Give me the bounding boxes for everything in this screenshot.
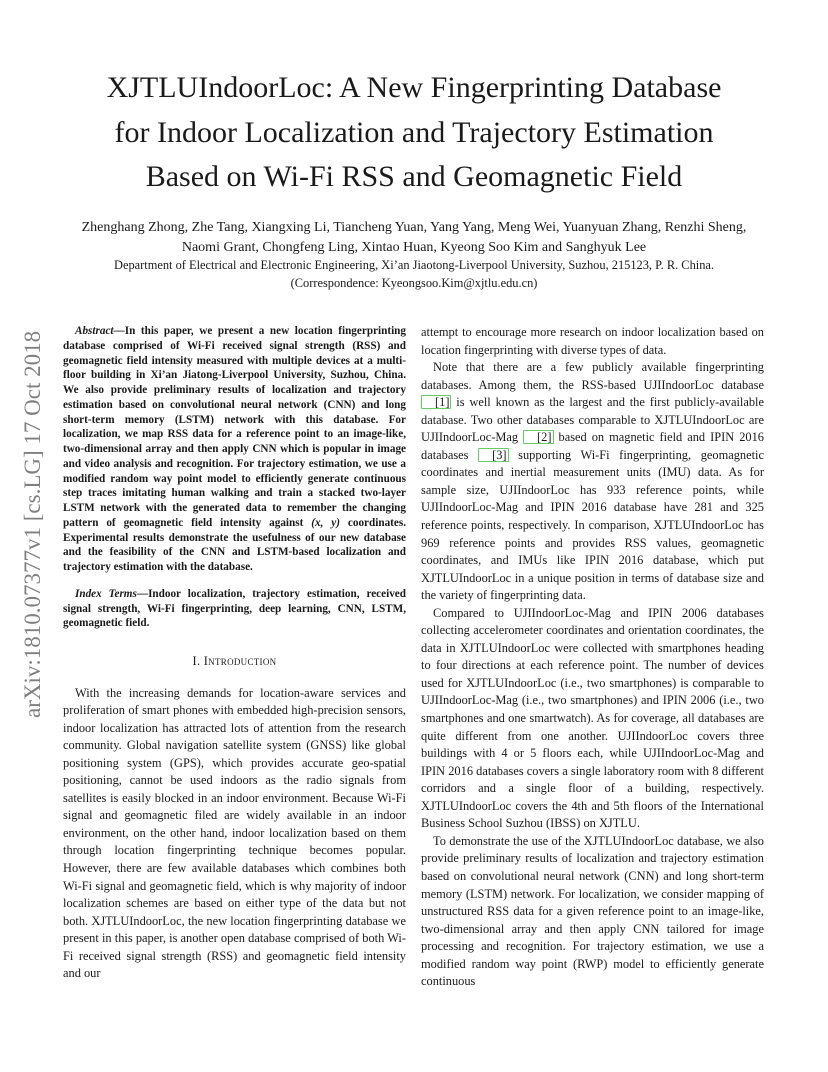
paragraph-text: supporting Wi-Fi fingerprinting, geomagnetic coordinates and inertial measurement units (IMU) data. As for sample size, UJIIndoorLoc has 933 reference points, while UJIIndoorLoc-Mag and IPIN 2016 database have 281 and 325 reference points, respectively. In comparison, XJTLUIndoorLoc has 969 reference points and provides RSS values, geomagnetic coordinates, and IMUs like IPIN 2016 database, which put XJTLUIndoorLoc in a unique position in terms of database size and the variety of fingerprinting data. [421, 447, 764, 603]
arxiv-identifier-stamp: arXiv:1810.07377v1 [cs.LG] 17 Oct 2018 [20, 330, 45, 718]
paper-title [58, 66, 770, 200]
abstract-text-end: coordinates. Experimental results demonstrate the usefulness of our new database and the feasibility of the CNN and LSTM-based localization and trajectory estimation with the database. [63, 516, 407, 573]
intro-paragraph-4: To demonstrate the use of the XJTLUIndoorLoc database, we also provide preliminary results of localization and trajectory estimation based on convolutional neural network (CNN) and long short-term memory (LSTM) network. For localization, we consider mapping of unstructured RSS data for a given reference point to an image-like, two-dimensional array and then apply CNN tailored for image processing and recognition. For trajectory estimation, we use a modified random way point (RWP) model to efficiently generate continuous [421, 833, 764, 989]
title-line: Based on Wi-Fi RSS and Geomagnetic Field [145, 160, 683, 193]
right-column [421, 324, 764, 991]
citation-link-2[interactable]: [2] [523, 430, 553, 444]
index-terms [63, 587, 406, 631]
index-terms-text: —Indoor localization, trajectory estimation, received signal strength, Wi-Fi fingerprinting, deep learning, CNN, LSTM, geomagnetic field. [63, 587, 406, 630]
abstract [63, 324, 406, 575]
intro-paragraph-2 [421, 359, 764, 605]
correspondence-line: (Correspondence: Kyeongsoo.Kim@xjtlu.edu.cn) [290, 276, 538, 290]
intro-paragraph-3: Compared to UJIIndoorLoc-Mag and IPIN 2006 databases collecting accelerometer coordinates and orientation coordinates, the data in XJTLUIndoorLoc were collected with smartphones heading to four directions at each reference point. The number of devices used for XJTLUIndoorLoc (i.e., two smartphones) is comparable to UJIIndoorLoc-Mag (i.e., two smartphones) and IPIN 2006 (i.e., two smartphones and one smartwatch). As for coverage, all databases are quite different from one another. UJIIndoorLoc covers three buildings with 4 or 5 floors each, while UJIIndoorLoc-Mag and IPIN 2016 databases covers a single laboratory room with 8 different corridors and a single floor of a building, respectively. XJTLUIndoorLoc covers the 4th and 5th floors of the International Business School Suzhou (IBSS) on XJTLU. [421, 605, 764, 831]
paragraph-text: Note that there are a few publicly available fingerprinting databases. Among them, the RSS-based UJIIndoorLoc database [421, 360, 764, 392]
citation-link-3[interactable]: [3] [478, 448, 508, 462]
author-line: Naomi Grant, Chongfeng Ling, Xintao Huan, Kyeong Soo Kim and Sanghyuk Lee [181, 239, 647, 255]
paragraph-text: is well known as the largest and the first publicly-available database. Two other databases comparable to XJTLUIndoorLoc are UJIIndoorLoc-Mag [421, 395, 764, 445]
citation-link-1[interactable]: [1] [421, 395, 451, 409]
abstract-text: —In this paper, we present a new location fingerprinting database comprised of Wi-Fi received signal strength (RSS) and geomagnetic field intensity measured with multiple devices at a multi-floor building in Xi’an Jiatong-Liverpool University, Suzhou, China. We also provide preliminary results of localization and trajectory estimation based on convolutional neural network (CNN) and long short-term memory (LSTM) network with this database. For localization, we map RSS data for a reference point to an image-like, two-dimensional array and then apply CNN which is popular in image and video analysis and recognition. For trajectory estimation, we use a modified random way point model to efficiently generate continuous step traces imitating human walking and train a stacked two-layer LSTM network with the generated data to remember the changing pattern of geomagnetic field intensity against [63, 325, 406, 529]
author-line: Zhenghang Zhong, Zhe Tang, Xiangxing Li, Tiancheng Yuan, Yang Yang, Meng Wei, Yuanyuan Zhang, Renzhi Sheng, [81, 220, 747, 235]
affiliation [58, 256, 770, 292]
affiliation-line: Department of Electrical and Electronic Engineering, Xi’an Jiaotong-Liverpool University, Suzhou, 215123, P. R. China. [114, 258, 714, 272]
title-line: for Indoor Localization and Trajectory Estimation [114, 115, 714, 149]
abstract-lead: Abstract [75, 325, 114, 337]
left-column [63, 324, 406, 983]
intro-paragraph-1: With the increasing demands for location-aware services and proliferation of smart phones with embedded high-precision sensors, indoor localization has attracted lots of attention from the research community. Global navigation satellite system (GNSS) like global positioning system (GPS), which provides accurate geo-spatial positioning, cannot be used indoors as the radio signals from satellites is easily blocked in an indoor environment. Because Wi-Fi signal and geomagnetic filed are widely available in an indoor environment, on the other hand, indoor localization based on them through location fingerprinting technique becomes popular. However, there are few available databases which combines both Wi-Fi signal and geomagnetic field, which is why majority of indoor localization schemes are based on either type of the data but not both. XJTLUIndoorLoc, the new location fingerprinting database we present in this paper, is another open database comprised of both Wi-Fi received signal strength (RSS) and geomagnetic field intensity and our [63, 685, 406, 981]
paragraph-text: based on magnetic field and IPIN 2016 databases [421, 430, 764, 462]
abstract-math-xy: (x, y) [311, 516, 340, 529]
author-list [58, 218, 770, 257]
index-terms-lead: Index Terms [75, 587, 137, 600]
section-heading-introduction: I. Introduction [192, 654, 277, 668]
title-line: XJTLUIndoorLoc: A New Fingerprinting Database [106, 71, 722, 104]
intro-paragraph-continued: attempt to encourage more research on indoor localization based on location fingerprinting with diverse types of data. [421, 325, 764, 357]
